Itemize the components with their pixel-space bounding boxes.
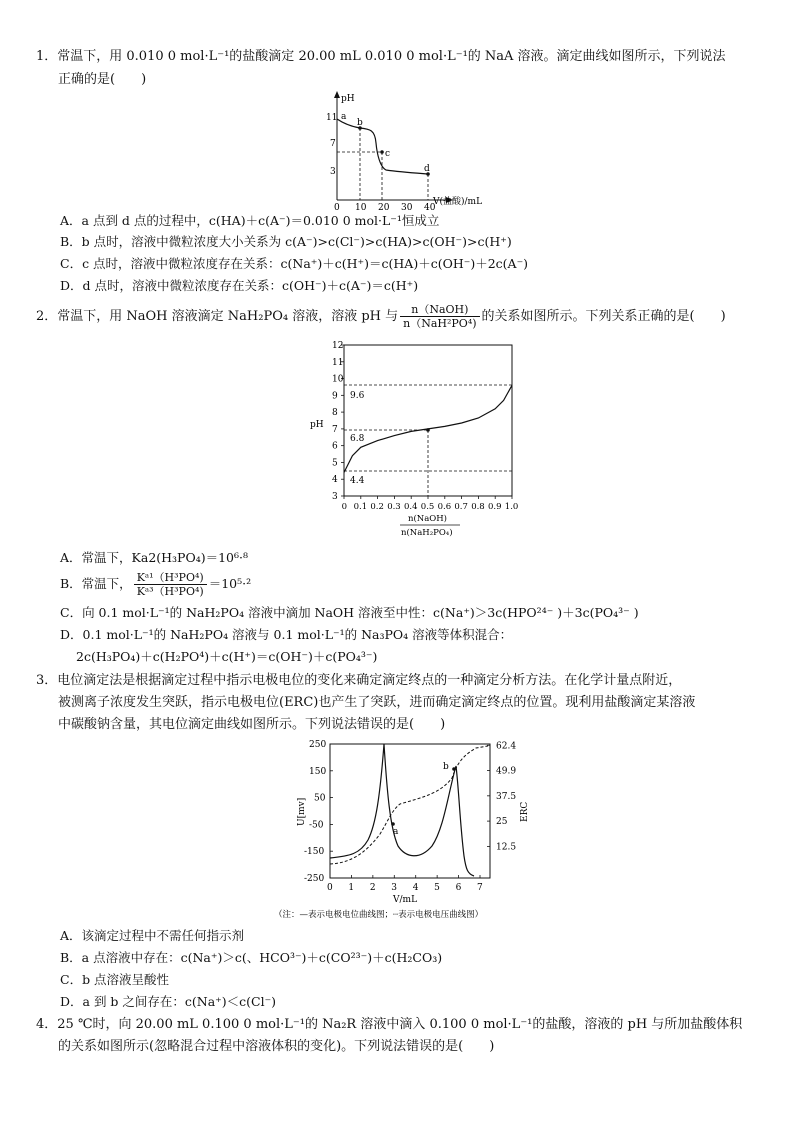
chart2-ytick-label: 8 xyxy=(332,408,338,419)
chart2-xtick-label: 0.5 xyxy=(420,502,435,512)
chart2-xlabel-num: n(NaOH) xyxy=(408,514,447,524)
q3-stem-line2: 被测离子浓度发生突跃，指示电极电位(ERC)也产生了突跃，进而确定滴定终点的位置。现利用盐酸滴定某溶液 xyxy=(58,695,696,710)
q1-option-c[interactable]: C．c 点时，溶液中微粒浓度存在关系：c(Na⁺)＋c(H⁺)＝c(HA)＋c(OH⁻)＋2c(A⁻) xyxy=(60,256,529,271)
chart2-point-mid xyxy=(426,428,430,432)
q1-option-a[interactable]: A．a 点到 d 点的过程中，c(HA)＋c(A⁻)＝0.010 0 mol·L⁻¹恒成立 xyxy=(60,213,440,228)
chart2-xtick-label: 0.1 xyxy=(353,502,368,512)
q2-stem: 2．常温下，用 NaOH 溶液滴定 NaH₂PO₄ 溶液，溶液 pH 与 $\frac{\text{n（NaOH)}}{\text{n（NaH²PO⁴)}}$ 的关系如图所示。下列关系正确的是( ) xyxy=(36,303,726,330)
chart3-potential-curve xyxy=(330,744,474,876)
chart3-xtick-label: 1 xyxy=(348,883,355,893)
chart1-ylabel: pH xyxy=(341,94,355,104)
chart3-voltage-curve xyxy=(330,746,488,864)
chart1-ytick-11: 11 xyxy=(326,113,338,123)
chart3-xtick-label: 4 xyxy=(412,883,419,893)
chart1-xtick-40: 40 xyxy=(424,203,436,213)
chart3-ytick-right-label: 49.9 xyxy=(496,766,517,777)
chart3-ytick-right-label: 37.5 xyxy=(496,791,517,802)
chart1-point-c xyxy=(380,150,384,154)
chart3-xlabel: V/mL xyxy=(393,895,418,905)
chart2-ytick-label: 9 xyxy=(332,391,338,402)
chart1-xtick-20: 20 xyxy=(378,203,390,213)
q2-option-b[interactable]: B．常温下， $\frac{\text{Kᵃ¹（H³PO⁴)}}{\text{Kᵃ³（H³PO⁴)}}$ ＝10⁵·² xyxy=(60,571,252,598)
q2-option-a[interactable]: A．常温下，Ka2(H₃PO₄)＝10⁶·⁸ xyxy=(60,550,249,565)
q2-option-d[interactable]: D．0.1 mol·L⁻¹的 NaH₂PO₄ 溶液与 0.1 mol·L⁻¹的 Na₃PO₄ 溶液等体积混合： xyxy=(60,627,513,642)
chart2-ylabel: pH xyxy=(310,420,324,430)
chart3-ytick-left-label: 250 xyxy=(309,740,327,750)
chart2-xtick-label: 0.6 xyxy=(437,502,452,512)
chart3-ylabel-left: U[mv] xyxy=(297,797,307,826)
chart1-xtick-30: 30 xyxy=(401,203,413,213)
chart1-label-a: a xyxy=(341,112,347,122)
chart3-point-a xyxy=(391,822,395,826)
chart3-ytick-left-label: 150 xyxy=(309,766,327,777)
chart1-xtick-10: 10 xyxy=(355,203,367,213)
chart2-xtick-label: 0.4 xyxy=(404,502,418,512)
chart2-annot-9.6: 9.6 xyxy=(350,391,365,401)
chart2-ytick-label: 10 xyxy=(332,374,344,385)
q1-stem-line2: 正确的是( ) xyxy=(58,72,147,87)
chart2-ytick-label: 4 xyxy=(332,475,338,486)
q3-option-d[interactable]: D．a 到 b 之间存在：c(Na⁺)＜c(Cl⁻) xyxy=(60,994,277,1009)
q3-stem-line1: 3．电位滴定法是根据滴定过程中指示电极电位的变化来确定滴定终点的一种滴定分析方法。在化学计量点附近， xyxy=(36,673,682,688)
chart3-ytick-right-label: 25 xyxy=(496,817,508,828)
chart3-xtick-label: 2 xyxy=(369,883,376,893)
chart2-ytick-label: 3 xyxy=(332,492,338,502)
chart1-label-c: c xyxy=(385,149,391,159)
chart3-xtick-label: 6 xyxy=(455,883,462,893)
chart3-xtick-label: 3 xyxy=(391,883,398,893)
chart1-ytick-7: 7 xyxy=(330,139,336,149)
chart2-annot-4.4: 4.4 xyxy=(350,476,365,486)
chart2-xlabel-den: n(NaH₂PO₄) xyxy=(401,528,453,538)
chart3-label-b: b xyxy=(443,762,449,772)
chart3-ytick-left-label: -250 xyxy=(304,874,325,884)
q3-option-a[interactable]: A．该滴定过程中不需任何指示剂 xyxy=(60,928,245,943)
chart2-ytick-label: 6 xyxy=(332,441,338,452)
chart3-ytick-left-label: -50 xyxy=(309,820,324,831)
chart1-xtick-0: 0 xyxy=(334,203,340,213)
chart3-ylabel-right: ERC xyxy=(520,801,530,822)
chart1-curve xyxy=(337,119,428,174)
chart2-xtick-label: 0.9 xyxy=(488,502,502,512)
q3-option-c[interactable]: C．b 点溶液呈酸性 xyxy=(60,972,170,987)
q1-titration-chart xyxy=(310,88,490,213)
chart2-xtick-label: 0.2 xyxy=(370,502,384,512)
chart3-note: （注：—表示电极电位曲线图；┈表示电极电压曲线图） xyxy=(274,910,484,920)
chart3-ytick-right-label: 12.5 xyxy=(496,842,517,853)
chart2-ytick-label: 7 xyxy=(332,424,338,435)
chart2-xtick-label: 0.3 xyxy=(387,502,401,512)
chart3-xtick-label: 7 xyxy=(477,883,483,893)
chart2-ytick-label: 12 xyxy=(332,341,344,351)
chart3-xtick-label: 0 xyxy=(327,883,333,893)
q1-option-d[interactable]: D．d 点时，溶液中微粒浓度存在关系：c(OH⁻)＋c(A⁻)＝c(H⁺) xyxy=(60,278,419,293)
q4-stem-line1: 4．25 ℃时，向 20.00 mL 0.100 0 mol·L⁻¹的 Na₂R 溶液中滴入 0.100 0 mol·L⁻¹的盐酸，溶液的 pH 与所加盐酸体积 xyxy=(36,1017,743,1032)
chart3-label-a: a xyxy=(393,827,399,837)
chart3-ytick-right-label: 62.4 xyxy=(496,741,517,752)
q1-option-b[interactable]: B．b 点时，溶液中微粒浓度大小关系为 c(A⁻)>c(Cl⁻)>c(HA)>c(OH⁻)>c(H⁺) xyxy=(60,234,512,249)
q2-ph-chart xyxy=(300,337,530,547)
q3-option-b[interactable]: B．a 点溶液中存在：c(Na⁺)＞c(、HCO³⁻)＋c(CO²³⁻)＋c(H₂CO₃) xyxy=(60,950,443,965)
chart2-ytick-label: 11 xyxy=(332,357,344,368)
q3-potential-chart xyxy=(274,736,530,926)
q2-option-c[interactable]: C．向 0.1 mol·L⁻¹的 NaH₂PO₄ 溶液中滴加 NaOH 溶液至中性：c(Na⁺)＞3c(HPO²⁴⁻ )＋3c(PO₄³⁻ ) xyxy=(60,605,639,620)
chart3-ytick-left-label: 50 xyxy=(314,793,326,804)
chart1-label-d: d xyxy=(424,164,430,174)
chart2-xtick-label: 0.7 xyxy=(454,502,468,512)
chart2-xtick-label: 0.8 xyxy=(471,502,485,512)
q2-stem-fraction: $\frac{\text{n（NaOH)}}{\text{n（NaH²PO⁴)}}$ xyxy=(400,303,479,330)
q2-option-d-line2: 2c(H₃PO₄)＋c(H₂PO⁴)＋c(H⁺)＝c(OH⁻)＋c(PO₄³⁻) xyxy=(76,649,378,664)
chart2-annot-6.8: 6.8 xyxy=(350,434,365,444)
chart3-ytick-left-label: -150 xyxy=(304,847,325,858)
chart2-xtick-label: 1.0 xyxy=(504,502,519,512)
chart1-ytick-3: 3 xyxy=(330,167,336,177)
chart1-label-b: b xyxy=(357,118,363,128)
chart2-xtick-label: 0 xyxy=(341,502,348,512)
q4-stem-line2: 的关系如图所示(忽略混合过程中溶液体积的变化)。下列说法错误的是( ) xyxy=(58,1039,495,1054)
q1-stem-line1: 1．常温下，用 0.010 0 mol·L⁻¹的盐酸滴定 20.00 mL 0.010 0 mol·L⁻¹的 NaA 溶液。滴定曲线如图所示，下列说法 xyxy=(36,49,726,64)
chart1-xlabel: V(盐酸)/mL xyxy=(433,197,483,207)
q3-stem-line3: 中碳酸钠含量，其电位滴定曲线如图所示。下列说法错误的是( ) xyxy=(58,717,446,732)
q2-option-b-fraction: $\frac{\text{Kᵃ¹（H³PO⁴)}}{\text{Kᵃ³（H³PO⁴)}}$ xyxy=(134,571,207,598)
chart3-xtick-label: 5 xyxy=(434,883,440,893)
chart3-point-b xyxy=(452,767,456,771)
chart2-ytick-label: 5 xyxy=(332,458,338,469)
